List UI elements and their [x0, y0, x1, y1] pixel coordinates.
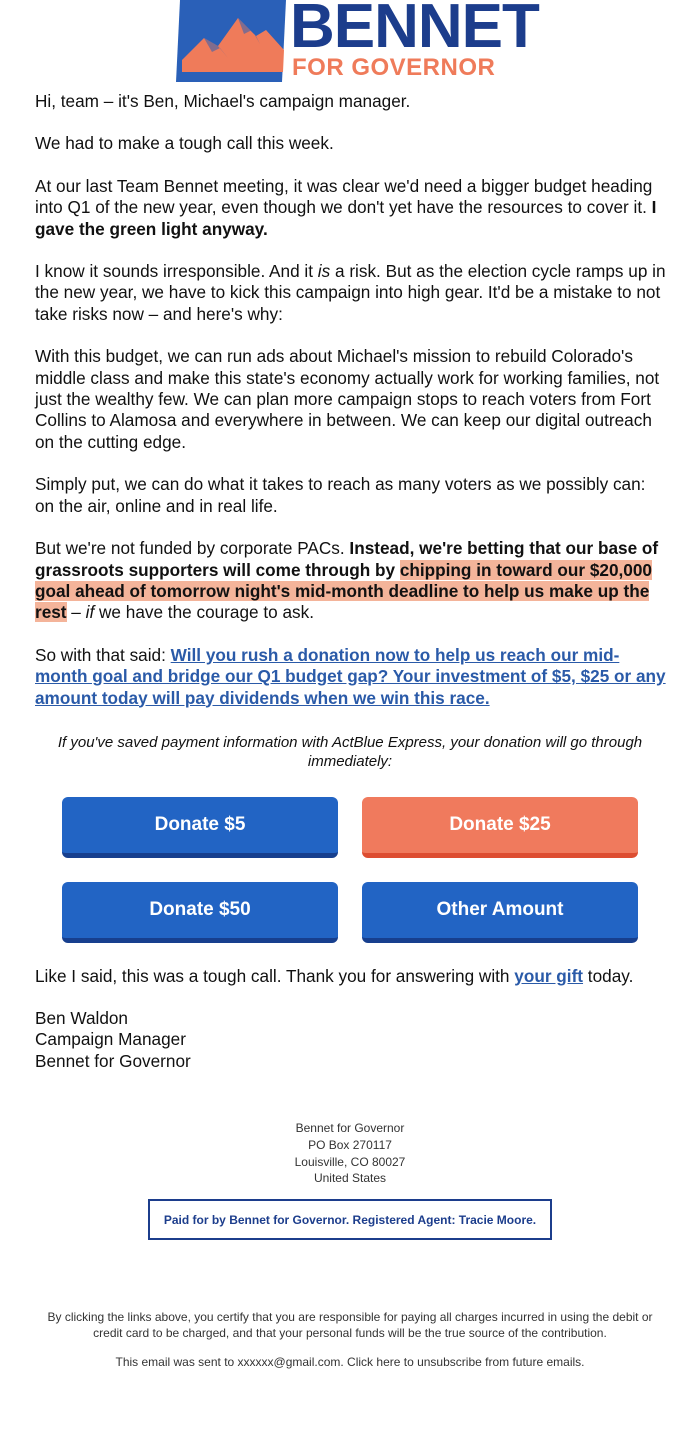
highlighted-goal: chipping in toward our $20,000 goal ahead of tomorrow night's mid-month deadline to help us make up the rest — [35, 559, 652, 623]
paragraph-budget: At our last Team Bennet meeting, it was clear we'd need a bigger budget heading into Q1 of the new year, even though we don't yet have the resources to cover it. I gave the green light anyway. — [35, 175, 657, 239]
signature — [35, 1008, 191, 1072]
logo-brand: BENNET — [290, 0, 539, 61]
your-gift-link[interactable]: your gift — [514, 966, 584, 986]
signature-title: Campaign Manager — [35, 1029, 186, 1050]
signature-name: Ben Waldon — [35, 1008, 128, 1028]
logo-subtitle: FOR GOVERNOR — [292, 54, 496, 81]
legal-disclaimer: By clicking the links above, you certify that you are responsible for paying all charges incurred in using the debit or credit card to be charged, and that your personal funds will be the true source of the contribution. — [47, 1310, 653, 1340]
paragraph-ask: So with that said: Will you rush a donation now to help us reach our mid-month goal and bridge our Q1 budget gap? Your investment of $5, $25 or any amount today will pay dividends when we win this race. — [35, 644, 666, 708]
signature-org: Bennet for Governor — [35, 1050, 191, 1071]
paragraph-simply-put: Simply put, we can do what it takes to reach as many voters as we possibly can: on the air, online and in real life. — [35, 474, 646, 516]
donate-25-button[interactable]: Donate $25 — [362, 797, 638, 858]
paragraph-ads: With this budget, we can run ads about Michael's mission to rebuild Colorado's middle class and make this state's economy actually work for working families, not just the wealthy few. We can plan more campaign stops to reach voters from Fort Collins to Alamosa and everywhere in between. We can keep our digital outreach on the cutting edge. — [35, 346, 660, 452]
donate-link[interactable]: Will you rush a donation now to help us reach our mid-month goal and bridge our Q1 budget gap? Your investment of $5, $25 or any amount today will pay dividends when we win this race. — [35, 644, 666, 708]
paragraph-grassroots: But we're not funded by corporate PACs. Instead, we're betting that our base of grassroots supporters will come through by chipping in toward our $20,000 goal ahead of tomorrow night's mid-month deadline to help us make up the rest – if we have the courage to ask. — [35, 538, 659, 623]
closing-line: Like I said, this was a tough call. Thank you for answering with your gift today. — [35, 966, 634, 986]
paragraph-greeting: Hi, team – it's Ben, Michael's campaign manager. — [35, 91, 411, 111]
unsubscribe-note[interactable]: This email was sent to xxxxxx@gmail.com. Click here to unsubscribe from future emails. — [115, 1355, 585, 1369]
mailing-address: Bennet for Governor PO Box 270117 Louisville, CO 80027 United States — [294, 1121, 406, 1186]
actblue-express-note: If you've saved payment information with ActBlue Express, your donation will go through immediately: — [57, 734, 643, 770]
paid-for-disclaimer: Paid for by Bennet for Governor. Registered Agent: Tracie Moore. — [148, 1199, 552, 1240]
other-amount-button[interactable]: Other Amount — [362, 882, 638, 943]
paragraph-tough-call: We had to make a tough call this week. — [35, 133, 334, 154]
email-body — [35, 91, 667, 730]
donate-5-button[interactable]: Donate $5 — [62, 797, 338, 858]
campaign-logo — [174, 0, 539, 82]
donate-50-button[interactable]: Donate $50 — [62, 882, 338, 943]
paragraph-risk: I know it sounds irresponsible. And it is a risk. But as the election cycle ramps up in the new year, we have to kick this campaign into high gear. It'd be a mistake to not take risks now – and here's why: — [35, 261, 666, 324]
mountain-icon — [174, 0, 286, 82]
